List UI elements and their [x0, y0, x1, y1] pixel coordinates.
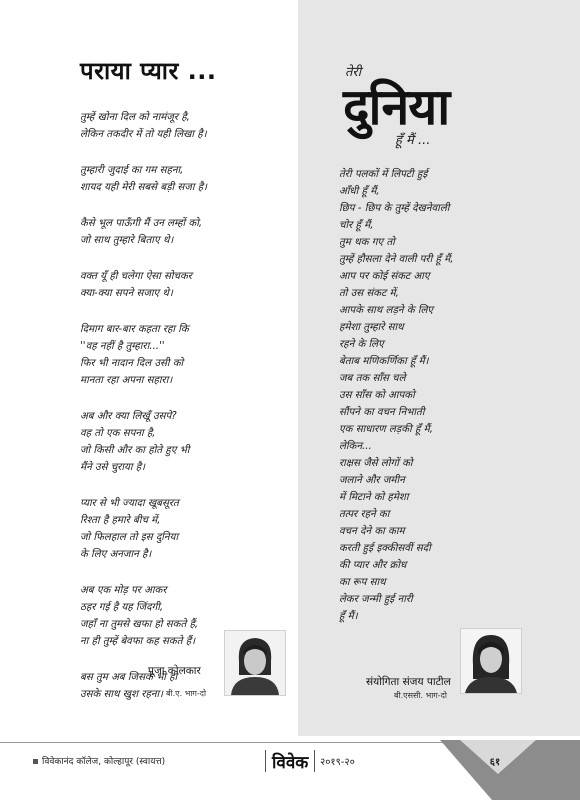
poem-line: लेकर जन्मी हुई नारी: [339, 594, 413, 605]
poem-line: तुम्हें हौसला देने वाली परी हूँ मैं,: [339, 254, 454, 265]
poem-line: ''वह नहीं है तुम्हारा...'': [80, 341, 165, 352]
left-poem: [80, 54, 290, 722]
poem-line: हमेशा तुम्हारे साथ: [339, 322, 404, 333]
poem-line: उस साँस को आपको: [339, 390, 415, 401]
poem-stanza: [80, 215, 290, 249]
poem-line: लेकिन तकदीर में तो यही लिखा है।: [80, 129, 207, 140]
poem-line: मैंने उसे चुराया है।: [80, 462, 146, 473]
poem-line: जो साथ तुम्हारे बिताए थे।: [80, 235, 174, 246]
poem-line: की प्यार और क्रोध: [339, 560, 407, 571]
left-poem-title: पराया प्यार ...: [80, 57, 217, 85]
poem-line: रहने के लिए: [339, 339, 384, 350]
poem-line: वह तो एक सपना है,: [80, 428, 156, 439]
square-bullet-icon: [33, 759, 38, 764]
poem-line: जो किसी और का होते हुए भी: [80, 445, 190, 456]
left-author-name: पूजा कोलकार: [148, 665, 201, 677]
right-author-photo: [460, 628, 522, 694]
poem-line: तुम थक गए तो: [339, 237, 395, 248]
poem-line: बेताब मणिकर्णिका हूँ मैं।: [339, 356, 429, 367]
poem-stanza: [80, 268, 290, 302]
poem-line: ना ही तुम्हें बेवफा कह सकते हैं।: [80, 636, 196, 647]
page-corner-tab: [440, 740, 580, 800]
poem-line: तेरी पलकों में लिपटी हुई: [339, 169, 428, 180]
poem-line: का रूप साथ: [339, 577, 386, 588]
poem-stanza: [80, 321, 290, 389]
poem-line: के लिए अनजान है।: [80, 549, 152, 560]
poem-line: फिर भी नादान दिल उसी को: [80, 358, 184, 369]
poem-line: अब और क्या लिखूँ उसपे?: [80, 411, 177, 422]
poem-line: मानता रहा अपना सहारा।: [80, 375, 173, 386]
right-poem-lines: [339, 166, 569, 625]
person-portrait-icon: [225, 631, 285, 695]
right-author-class: बी.एससी. भाग-दो: [394, 691, 447, 700]
right-author-name: संयोगिता संजय पाटील: [366, 676, 451, 688]
poem-line: तत्पर रहने का: [339, 509, 390, 520]
footer-college-name: विवेकानंद कॉलेज, कोल्हापूर (स्वायत्त): [42, 757, 166, 767]
footer-year: २०१९-२०: [320, 757, 355, 768]
right-poem-title-line3: हूँ मैं ...: [395, 133, 431, 148]
poem-line: जहाँ ना तुमसे खफा हो सकते हैं,: [80, 619, 199, 630]
right-poem-title-line2: दुनिया: [343, 77, 450, 136]
left-author-photo: [224, 630, 286, 696]
poem-line: क्या-क्या सपने सजाए थे।: [80, 288, 173, 299]
right-poem-title-line1: तेरी: [345, 65, 362, 80]
footer-separator: [265, 750, 266, 772]
poem-line: कैसे भूल पाऊँगी मैं उन लम्हों को,: [80, 218, 203, 229]
poem-stanza: [80, 495, 290, 563]
poem-line: अब एक मोड़ पर आकर: [80, 585, 167, 596]
person-portrait-icon: [461, 629, 521, 693]
poem-line: तुम्हारी जुदाई का गम सहना,: [80, 165, 184, 176]
poem-line: वचन देने का काम: [339, 526, 405, 537]
poem-line: दिमाग बार-बार कहता रहा कि: [80, 324, 189, 335]
poem-stanza: [80, 162, 290, 196]
poem-line: में मिटाने को हमेशा: [339, 492, 409, 503]
poem-line: आपके साथ लड़ने के लिए: [339, 305, 434, 316]
poem-line: प्यार से भी ज्यादा खूबसूरत: [80, 498, 179, 509]
poem-line: तुम्हें खोना दिल को नामंजूर है,: [80, 112, 190, 123]
poem-line: बस तुम अब जिसके भी हो: [80, 672, 178, 683]
poem-line: राक्षस जैसे लोगों को: [339, 458, 413, 469]
poem-line: तो उस संकट में,: [339, 288, 399, 299]
poem-line: लेकिन...: [339, 441, 372, 452]
poem-line: चोर हूँ मैं,: [339, 220, 374, 231]
poem-line: आँधी हूँ मैं,: [339, 186, 380, 197]
left-author-class: बी.ए. भाग-दो: [166, 689, 207, 698]
page-number: ६१: [489, 757, 501, 768]
right-poem: [339, 62, 569, 625]
poem-stanza: [80, 109, 290, 143]
footer-separator: [314, 750, 315, 772]
poem-line: आप पर कोई संकट आए: [339, 271, 430, 282]
poem-line: शायद यही मेरी सबसे बड़ी सजा है।: [80, 182, 208, 193]
poem-line: जलाने और जमीन: [339, 475, 405, 486]
poem-line: जो फिलहाल तो इस दुनिया: [80, 532, 179, 543]
poem-line: ठहर गई है यह जिंदगी,: [80, 602, 164, 613]
left-poem-stanzas: [80, 109, 290, 703]
poem-line: जब तक साँस चले: [339, 373, 406, 384]
poem-line: छिप - छिप के तुम्हें देखनेवाली: [339, 203, 450, 214]
poem-line: करती हुई इक्कीसवीं सदी: [339, 543, 431, 554]
poem-line: उसके साथ खुश रहना।: [80, 689, 164, 700]
poem-stanza: [80, 408, 290, 476]
poem-line: एक साधारण लड़की हूँ मैं,: [339, 424, 433, 435]
poem-line: सौंपने का वचन निभाती: [339, 407, 425, 418]
poem-line: हूँ मैं।: [339, 611, 358, 622]
poem-line: वक्त यूँ ही चलेगा ऐसा सोचकर: [80, 271, 192, 282]
poem-line: रिश्ता है हमारे बीच में,: [80, 515, 161, 526]
footer-magazine-name: विवेक: [272, 753, 309, 773]
